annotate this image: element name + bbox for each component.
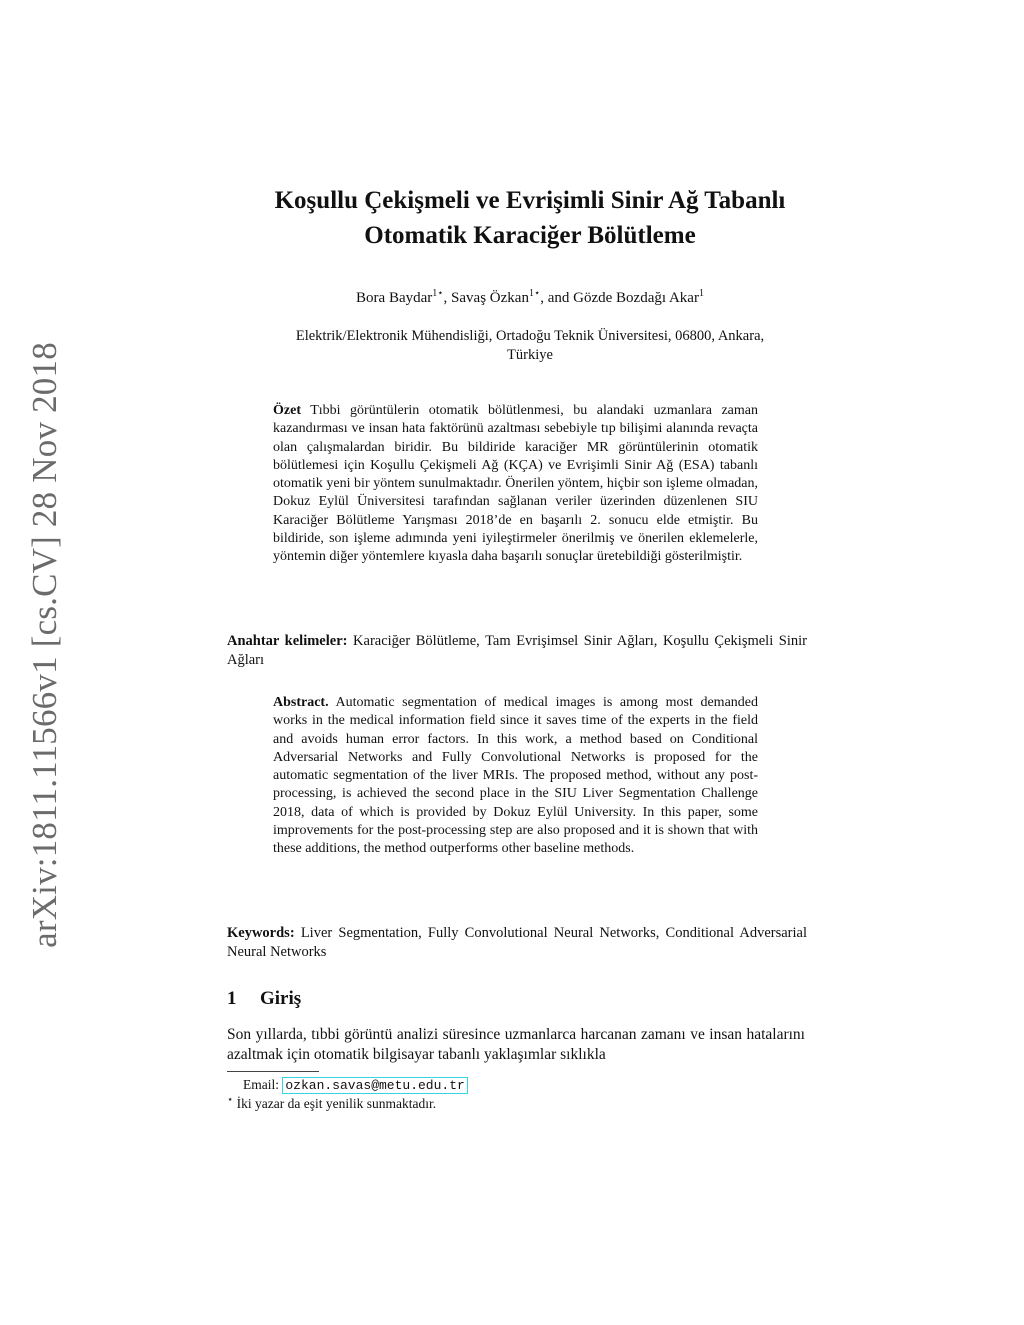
footnote-star bbox=[227, 1095, 468, 1113]
email-link[interactable]: ozkan.savas@metu.edu.tr bbox=[282, 1077, 467, 1094]
anahtar-text: Karaciğer Bölütleme, Tam Evrişimsel Sinir Ağları, Koşullu Çekişmeli Sinir Ağları bbox=[227, 633, 807, 668]
author-1-mark: 1⋆ bbox=[432, 288, 444, 299]
affiliation-line-1: Elektrik/Elektronik Mühendisliği, Ortadoğu Teknik Üniversitesi, 06800, Ankara, bbox=[295, 328, 765, 344]
paper-title bbox=[200, 183, 860, 253]
title-line-2: Otomatik Karaciğer Bölütleme bbox=[364, 222, 696, 249]
author-2: Savaş Özkan bbox=[451, 290, 529, 306]
section-number: 1 bbox=[227, 988, 237, 1009]
ozet-text: Tıbbi görüntülerin otomatik bölütlenmesi, bu alandaki uzmanlara zaman kazandırması ve insan hata faktörünü azaltması sebebiyle tıp bilişimi alanında revaçta olan çalışmalardan biridir. Bu bildiride karaciğer MR görüntülerinin otomatik bölütlemesi için Koşullu Çekişmeli Ağ (KÇA) ve Evrişimli Sinir Ağ (ESA) tabanlı otomatik yeni bir yöntem sunulmaktadır. Önerilen yöntem, hiçbir son işleme olmadan, Dokuz Eylül Üniversitesi tarafından sağlanan veriler üzerinden düzenlenen SIU Karaciğer Bölütleme Yarışması 2018’de en başarılı 2. sonucu elde etmiştir. Bu bildiride, son işleme adımında yeni iyileştirmeler önerilmiş ve önerilen eklemelerle, yöntemin diğer yöntemlere kıyasla daha başarılı sonuçlar üretebildiği gösterilmiştir. bbox=[273, 403, 758, 565]
email-label: Email: bbox=[243, 1077, 279, 1092]
footnote-rule bbox=[227, 1071, 319, 1072]
affiliation bbox=[235, 327, 825, 365]
author-list bbox=[200, 290, 860, 307]
anahtar-label: Anahtar kelimeler: bbox=[227, 633, 348, 649]
section-body: Son yıllarda, tıbbi görüntü analizi süresince uzmanlarca harcanan zamanı ve insan hatalarını azaltmak için otomatik bilgisayar tabanlı yaklaşımlar sıklıkla bbox=[227, 1026, 805, 1063]
author-separator: , and bbox=[540, 290, 574, 306]
keywords bbox=[227, 924, 807, 961]
ozet-label: Özet bbox=[273, 403, 301, 418]
footnotes bbox=[227, 1076, 468, 1113]
author-3-mark: 1 bbox=[698, 288, 704, 299]
abstract-label: Abstract. bbox=[273, 695, 329, 710]
author-separator: , bbox=[443, 290, 452, 306]
keywords-label: Keywords: bbox=[227, 925, 295, 941]
ozet-abstract bbox=[273, 402, 758, 567]
title-line-1: Koşullu Çekişmeli ve Evrişimli Sinir Ağ Tabanlı bbox=[274, 187, 786, 214]
abstract-text: Automatic segmentation of medical images is among most demanded works in the medical information field since it saves time of the experts in the field and avoids human error factors. In this work, a method based on Conditional Adversarial Networks and Fully Convolutional Networks is proposed for the automatic segmentation of the liver MRIs. The proposed method, without any post-processing, is achieved the second place in the SIU Liver Segmentation Challenge 2018, data of which is provided by Dokuz Eylül University. In this paper, some improvements for the post-processing step are also proposed and it is shown that with these additions, the method outperforms other baseline methods. bbox=[273, 695, 759, 857]
section-heading bbox=[227, 988, 301, 1010]
author-2-mark: 1⋆ bbox=[528, 288, 541, 299]
footnote-email bbox=[227, 1076, 468, 1095]
anahtar-kelimeler bbox=[227, 632, 807, 669]
arxiv-stamp bbox=[22, 342, 68, 948]
arxiv-stamp-text: arXiv:1811.11566v1 [cs.CV] 28 Nov 2018 bbox=[25, 342, 64, 948]
keywords-text: Liver Segmentation, Fully Convolutional Neural Networks, Conditional Adversarial Neural Networks bbox=[227, 925, 807, 960]
star-text: İki yazar da eşit yenilik sunmaktadır. bbox=[236, 1096, 437, 1111]
english-abstract bbox=[273, 694, 758, 859]
affiliation-line-2: Türkiye bbox=[507, 347, 553, 363]
author-1: Bora Baydar bbox=[356, 290, 433, 306]
author-3: Gözde Bozdağı Akar bbox=[573, 290, 699, 306]
star-mark: ⋆ bbox=[227, 1094, 234, 1106]
section-title: Giriş bbox=[260, 988, 302, 1009]
